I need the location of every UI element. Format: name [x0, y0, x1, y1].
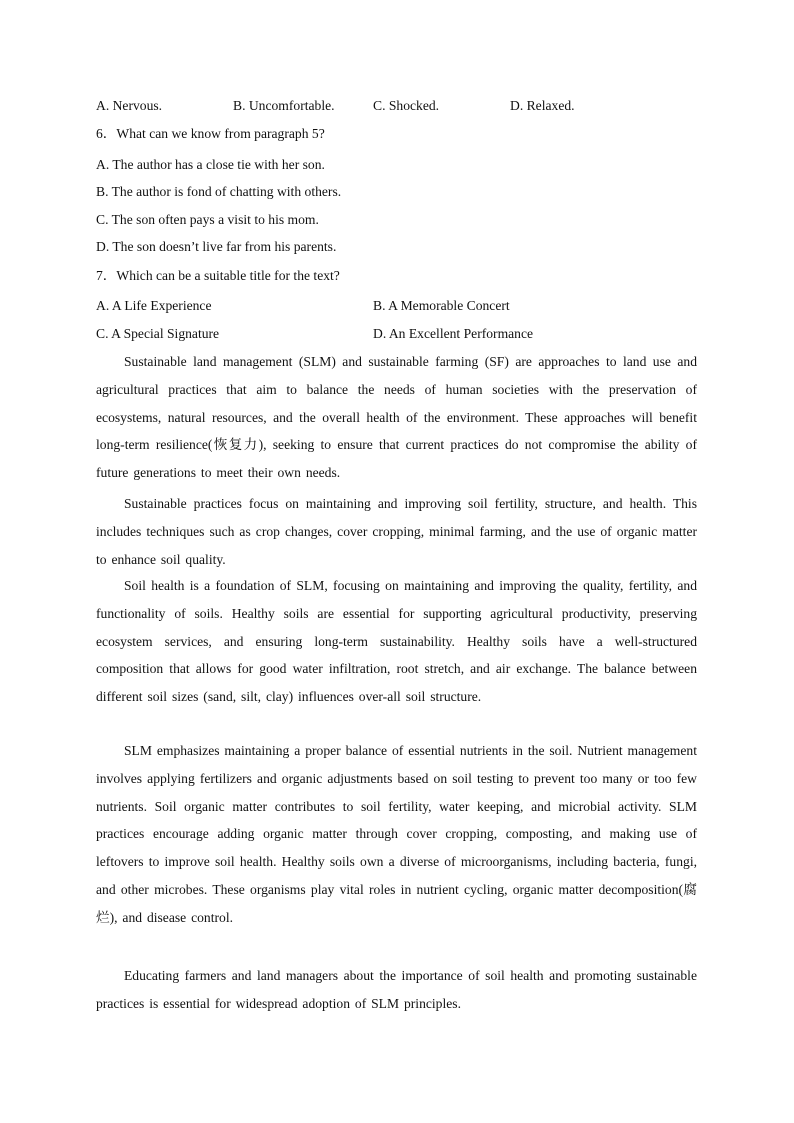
q5-option-a[interactable]: A. Nervous.	[96, 98, 163, 113]
q6-option-d[interactable]: D. The son doesn’t live far from his parents.	[96, 239, 337, 254]
q7-option-d[interactable]: D. An Excellent Performance	[373, 326, 534, 341]
q5-option-d[interactable]: D. Relaxed.	[510, 98, 575, 113]
q7-stem: 7．Which can be a suitable title for the text?	[96, 268, 340, 283]
q5-option-b[interactable]: B. Uncomfortable.	[233, 98, 335, 113]
q7-option-b[interactable]: B. A Memorable Concert	[373, 298, 510, 313]
q5-option-c[interactable]: C. Shocked.	[373, 98, 440, 113]
passage-paragraph-3: Soil health is a foundation of SLM, focusing on maintaining and improving the quality, fertility, and functionality of soils. Healthy soils are essential for supporting agricultural productivity, preserving ecosystem services, and ensuring long-term sustainability. Healthy soils have a well-structured composition that allows for good water infiltration, root stretch, and air exchange. The balance between different soil sizes (sand, silt, clay) influences over-all soil structure.	[96, 578, 697, 705]
q6-option-a[interactable]: A. The author has a close tie with her son.	[96, 157, 325, 172]
q6-option-b[interactable]: B. The author is fond of chatting with others.	[96, 184, 342, 199]
q6-stem: 6．What can we know from paragraph 5?	[96, 126, 325, 141]
passage-paragraph-1: Sustainable land management (SLM) and sustainable farming (SF) are approaches to land use and agricultural practices that aim to balance the needs of human societies with the preservation of ecosystems, natural resources, and the overall health of the environment. These approaches will benefit long-term resilience(恢复力), seeking to ensure that current practices do not compromise the ability of future generations to meet their own needs.	[96, 354, 697, 481]
q7-option-c[interactable]: C. A Special Signature	[96, 326, 220, 341]
q6-option-c[interactable]: C. The son often pays a visit to his mom.	[96, 212, 319, 227]
passage-paragraph-4: SLM emphasizes maintaining a proper balance of essential nutrients in the soil. Nutrient management involves applying fertilizers and organic adjustments based on soil testing to prevent too many or too few nutrients. Soil organic matter contributes to soil fertility, water keeping, and microbial activity. SLM practices encourage adding organic matter through cover cropping, composting, and making use of leftovers to improve soil health. Healthy soils own a diverse of microorganisms, including bacteria, fungi, and other microbes. These organisms play vital roles in nutrient cycling, organic matter decomposition(腐烂), and disease control.	[96, 743, 697, 925]
passage-paragraph-2: Sustainable practices focus on maintaining and improving soil fertility, structure, and health. This includes techniques such as crop changes, cover cropping, minimal farming, and the use of organic matter to enhance soil quality.	[96, 496, 697, 567]
q7-option-a[interactable]: A. A Life Experience	[96, 298, 212, 313]
passage-paragraph-5: Educating farmers and land managers about the importance of soil health and promoting sustainable practices is essential for widespread adoption of SLM principles.	[96, 968, 697, 1011]
